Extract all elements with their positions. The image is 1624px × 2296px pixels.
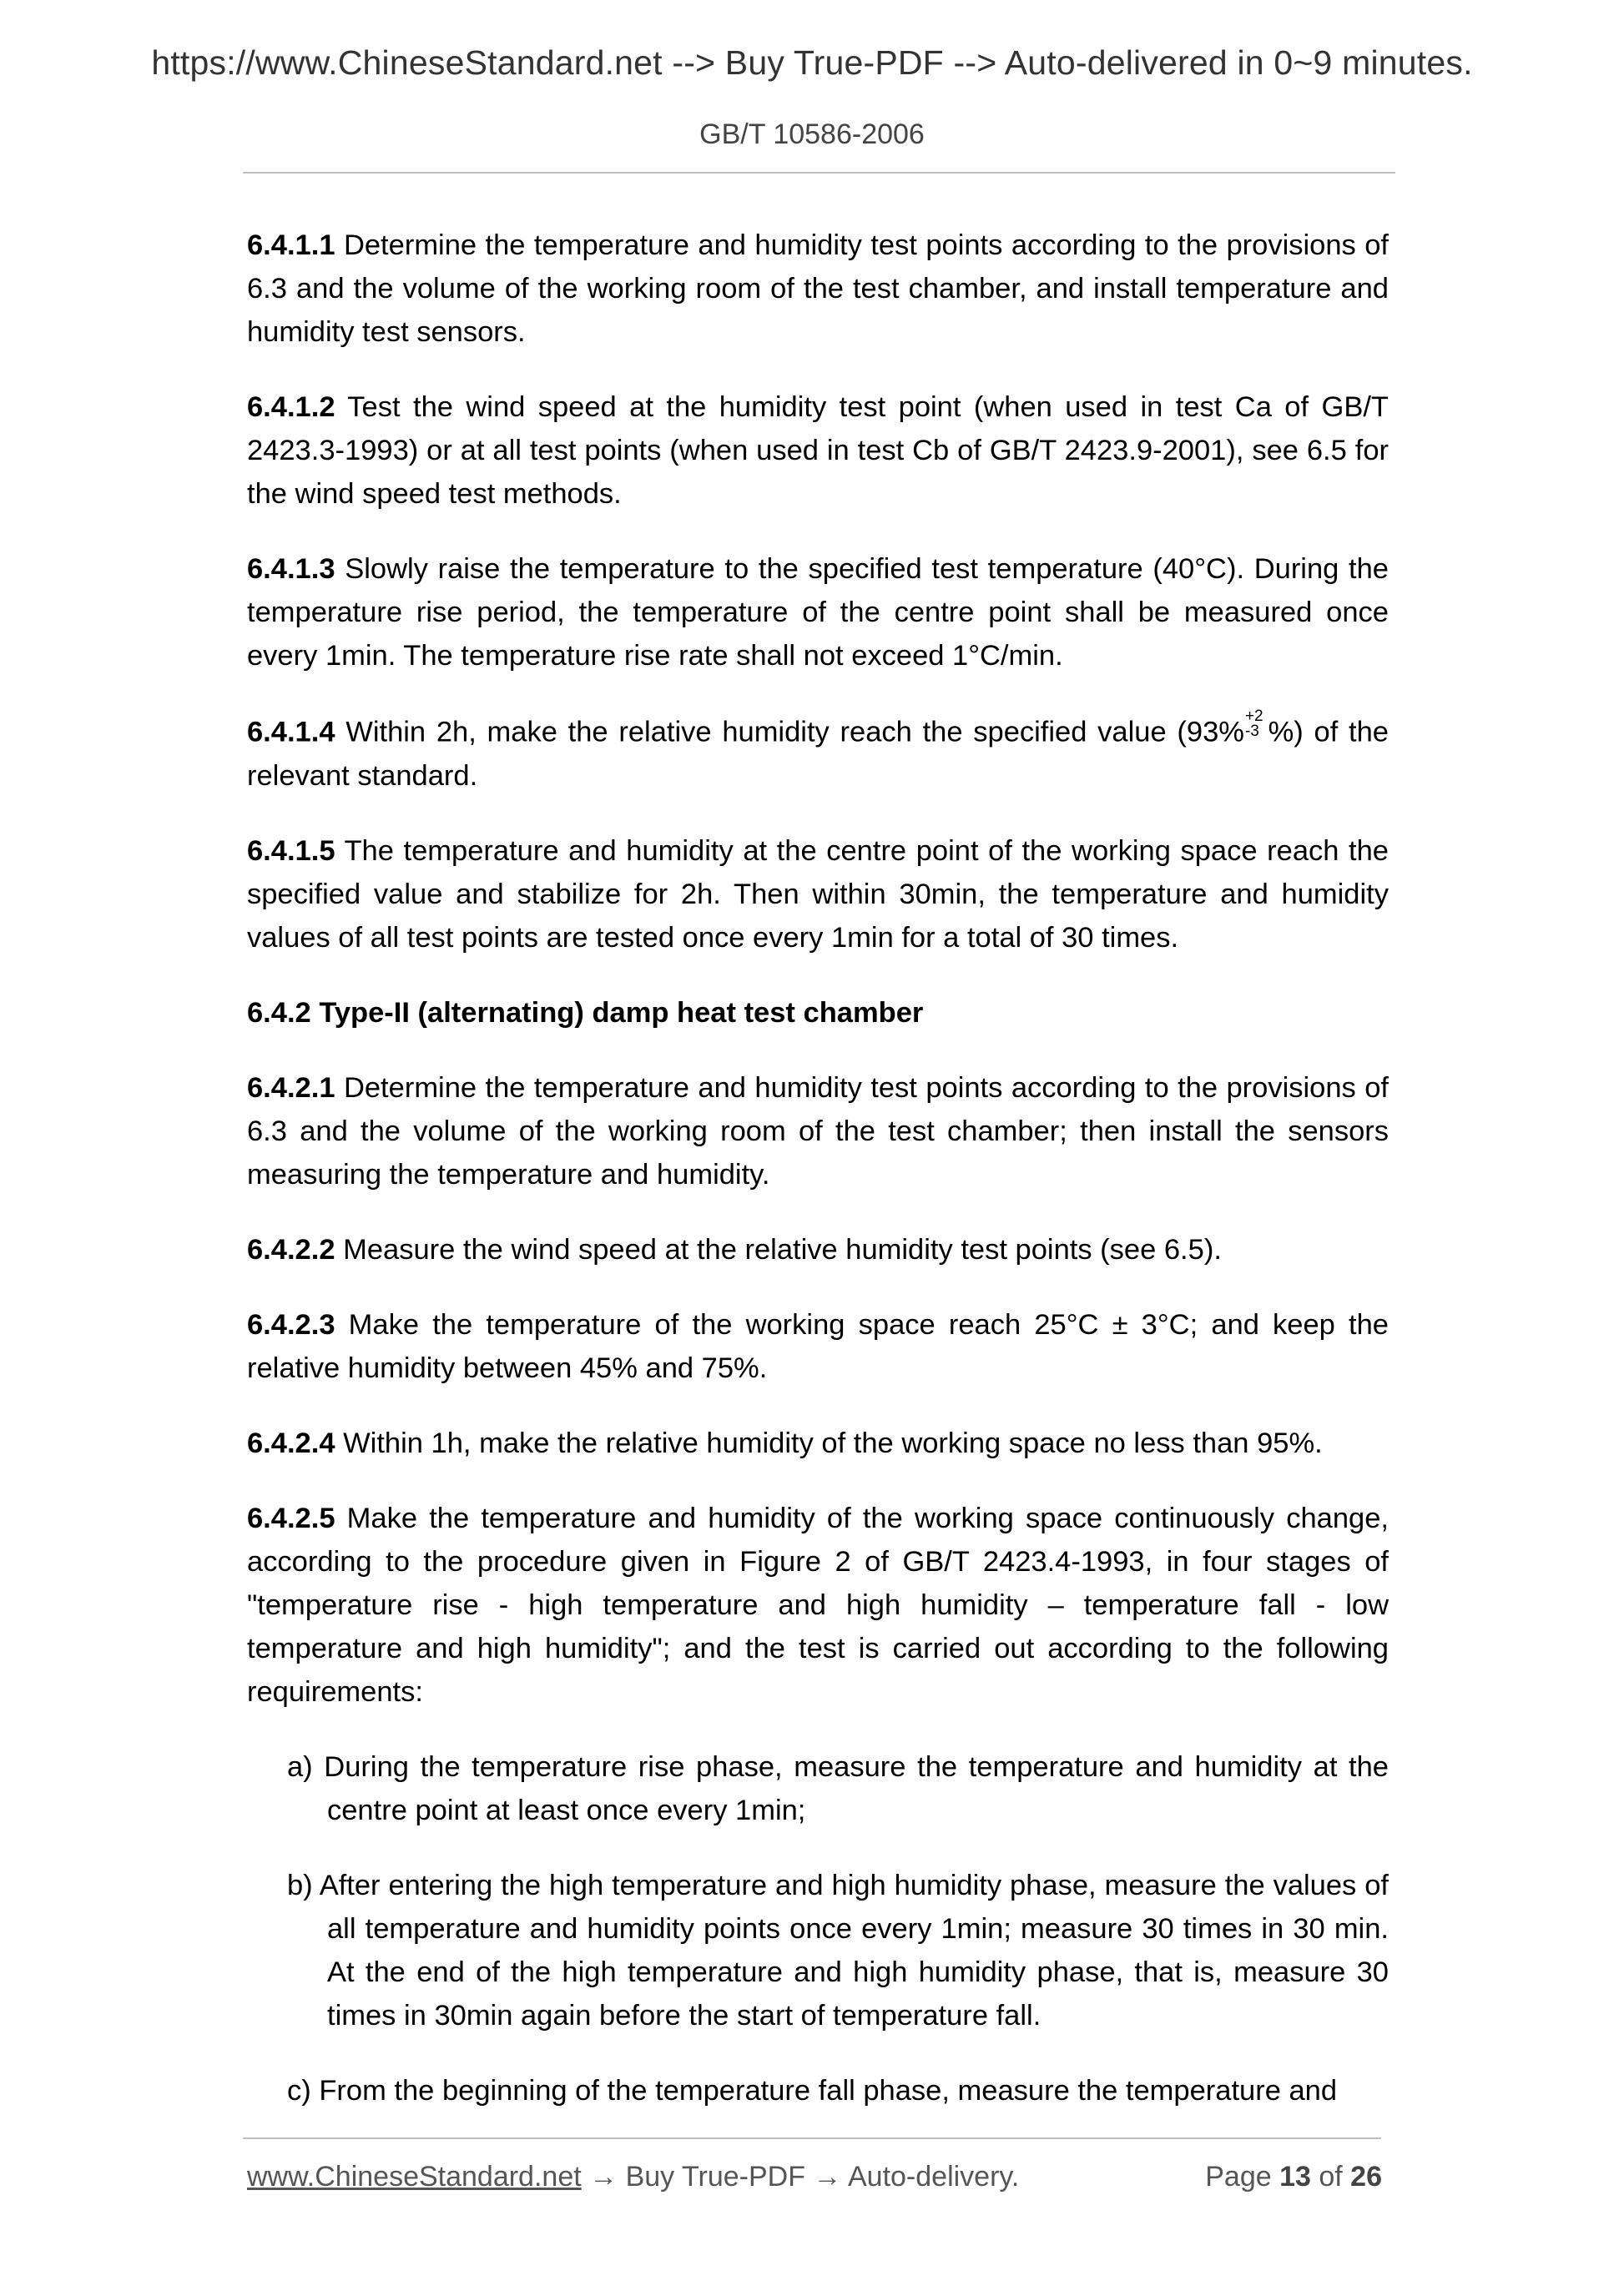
- clause-number: 6.4.1.3: [247, 553, 335, 585]
- tolerance-lower: -3: [1244, 723, 1259, 740]
- clause-6-4-1-3: [247, 547, 1389, 677]
- tolerance-upper: +2: [1244, 707, 1263, 725]
- standard-code: GB/T 10586-2006: [699, 118, 925, 150]
- clause-text: The temperature and humidity at the centre point of the working space reach the specified value and stabilize for 2h. Then within 30min, the temperature and humidity values of all test points are tested once every 1min for a total of 30 times.: [247, 834, 1389, 954]
- heading-6-4-2: 6.4.2 Type-II (alternating) damp heat test chamber: [247, 996, 924, 1029]
- list-item-b: b) After entering the high temperature and high humidity phase, measure the values of all temperature and humidity points once every 1min; measure 30 times in 30 min. At the end of the high temperature and high humidity phase, that is, measure 30 times in 30min again before the start of temperature fall.: [287, 1869, 1389, 2032]
- clause-text: Test the wind speed at the humidity test point (when used in test Ca of GB/T 2423.3-1993) or at all test points (when used in test Cb of GB/T 2423.9-2001), see 6.5 for the wind speed test methods.: [247, 391, 1389, 510]
- clause-6-4-2-2: [247, 1228, 1389, 1271]
- clause-text: Slowly raise the temperature to the specified test temperature (40°C). During the temperature rise period, the temperature of the centre point shall be measured once every 1min. The temperature rise rate shall not exceed 1°C/min.: [247, 553, 1389, 672]
- clause-text: Measure the wind speed at the relative humidity test points (see 6.5).: [335, 1233, 1222, 1266]
- humidity-tolerance: [1245, 709, 1263, 739]
- clause-text: Determine the temperature and humidity test points according to the provisions of 6.3 and the volume of the working room of the test chamber, and install temperature and humidity test sensors.: [247, 229, 1389, 348]
- clause-6-4-1-5: [247, 829, 1389, 959]
- header-divider: [243, 172, 1395, 174]
- clause-6-4-2-5: [247, 1497, 1389, 1714]
- page-footer: [247, 2156, 1382, 2198]
- clause-number: 6.4.1.4: [247, 716, 335, 748]
- page-of: of: [1310, 2161, 1351, 2193]
- clause-6-4-2-4: [247, 1422, 1389, 1465]
- clause-text: Within 1h, make the relative humidity of the working space no less than 95%.: [335, 1427, 1323, 1459]
- clause-6-4-2-1: [247, 1066, 1389, 1196]
- footer-divider: [243, 2137, 1381, 2139]
- clause-text: Make the temperature of the working space reach 25°C ± 3°C; and keep the relative humidity between 45% and 75%.: [247, 1308, 1389, 1384]
- clause-6-4-1-1: [247, 224, 1389, 354]
- site-link[interactable]: www.ChineseStandard.net: [247, 2161, 582, 2193]
- clause-6-4-1-2: [247, 385, 1389, 516]
- clause-number: 6.4.1.5: [247, 834, 335, 867]
- clause-number: 6.4.1.2: [247, 391, 335, 423]
- clause-text: Within 2h, make the relative humidity reach the specified value (93%: [335, 716, 1244, 748]
- footer-tagline: → Buy True-PDF → Auto-delivery.: [581, 2161, 1020, 2193]
- list-item-c: c) From the beginning of the temperature fall phase, measure the temperature and: [287, 2074, 1338, 2107]
- clause-number: 6.4.2.4: [247, 1427, 335, 1459]
- clause-6-4-2-3: [247, 1303, 1389, 1390]
- clause-text: Determine the temperature and humidity test points according to the provisions of 6.3 and the volume of the working room of the test chamber; then install the sensors measuring the temperature and humidity.: [247, 1071, 1389, 1191]
- list-item-a: a) During the temperature rise phase, measure the temperature and humidity at the centre point at least once every 1min;: [287, 1750, 1389, 1826]
- clause-number: 6.4.2.5: [247, 1502, 335, 1534]
- page-indicator: [1205, 2156, 1382, 2198]
- clause-text: Make the temperature and humidity of the working space continuously change, according to the procedure given in Figure 2 of GB/T 2423.4-1993, in four stages of "temperature rise - high temperature and high humidity – temperature fall - low temperature and high humidity"; and the test is carried out according to the following requirements:: [247, 1502, 1389, 1708]
- clause-6-4-1-4: [247, 709, 1389, 798]
- page-total: 26: [1350, 2161, 1382, 2193]
- document-body: [247, 224, 1389, 2112]
- source-banner: https://www.ChineseStandard.net --> Buy True-PDF --> Auto-delivered in 0~9 minutes.: [151, 43, 1473, 82]
- clause-number: 6.4.2.3: [247, 1308, 335, 1341]
- clause-number: 6.4.1.1: [247, 229, 335, 261]
- clause-number: 6.4.2.1: [247, 1071, 335, 1104]
- clause-number: 6.4.2.2: [247, 1233, 335, 1266]
- page-label: Page: [1205, 2161, 1280, 2193]
- clause-text-end: %) of the relevant standard.: [247, 716, 1389, 792]
- page-current: 13: [1279, 2161, 1311, 2193]
